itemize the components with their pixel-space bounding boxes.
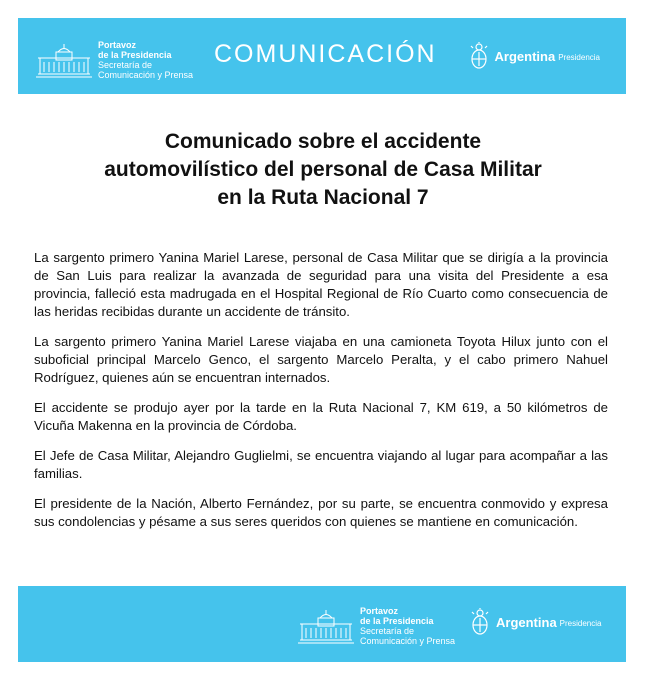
footer-banner [18,586,626,662]
secretaria-line2: Comunicación y Prensa [98,70,194,80]
secretaria-line1: Secretaría de [98,60,153,70]
footer-argentina-brand [470,608,601,636]
casa-rosada-icon [298,606,354,646]
title-line-2: automovilístico del personal de Casa Militar [104,158,542,181]
portavoz-line1: Portavoz [98,40,137,50]
title-line-3: en la Ruta Nacional 7 [217,186,429,209]
argentina-shield-icon [469,42,489,70]
paragraph-1: La sargento primero Yanina Mariel Larese, personal de Casa Militar que se dirigía a la provincia de San Luis para realizar la avanzada de seguridad para una visita del Presidente a esa provincia, falleció esta madrugada en el Hospital Regional de Río Cuarto como consecuencia de las heridas recibidas durante un accidente de tránsito. [34,250,608,319]
paragraph-2: La sargento primero Yanina Mariel Larese viajaba en una camioneta Toyota Hilux junto con el suboficial principal Marcelo Genco, el sargento Marcelo Peralta, y el cabo primero Nahuel Rodríguez, quienes aún se encuentran internados. [34,334,608,385]
footer-presidencia-label: Presidencia [559,619,602,628]
paragraph-5: El presidente de la Nación, Alberto Fernández, por su parte, se encuentra conmovido y expresa sus condolencias y pésame a sus seres queridos con quienes se mantiene en comunicación. [34,496,608,529]
footer-secretaria-line1: Secretaría de [360,626,415,636]
paragraph-3: El accidente se produjo ayer por la tarde en la Ruta Nacional 7, KM 619, a 50 kilómetros de Vicuña Makenna en la provincia de Córdoba. [34,400,608,433]
portavoz-line2: de la Presidencia [98,50,172,60]
paragraph-4: El Jefe de Casa Militar, Alejandro Guglielmi, se encuentra viajando al lugar para acompañar a las familias. [34,448,608,481]
argentina-shield-icon [470,608,490,636]
argentina-label: Argentina [494,48,556,64]
document-body [34,249,608,543]
section-title: COMUNICACIÓN [214,40,437,68]
footer-portavoz-brand [298,606,455,646]
footer-portavoz-line1: Portavoz [360,606,399,616]
portavoz-brand [36,40,193,80]
casa-rosada-icon [36,40,92,80]
footer-secretaria-line2: Comunicación y Prensa [360,636,456,646]
footer-portavoz-line2: de la Presidencia [360,616,434,626]
footer-argentina-label: Argentina [496,614,557,630]
presidencia-label: Presidencia [558,53,600,62]
page-title [40,128,606,212]
header-banner [18,18,626,94]
title-line-1: Comunicado sobre el accidente [164,130,482,153]
argentina-brand [469,42,600,70]
